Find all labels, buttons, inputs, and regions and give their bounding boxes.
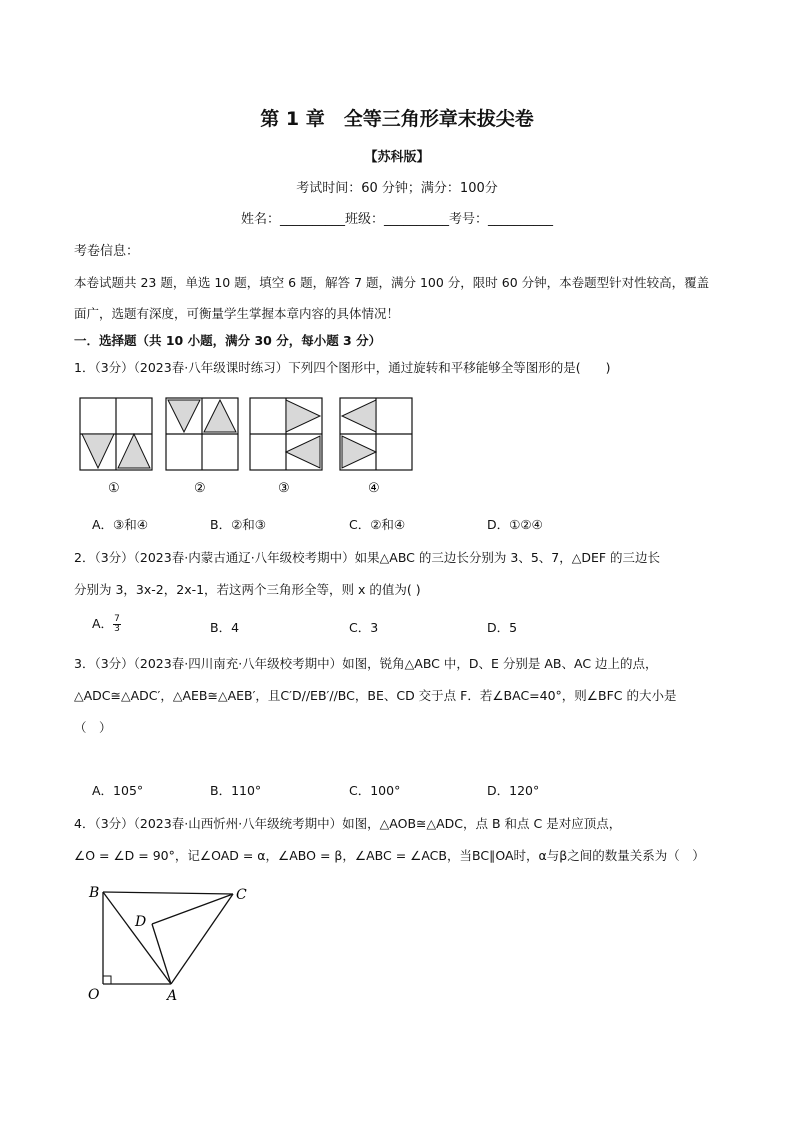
q4-stem-line-1: 4．（3分）（2023春·山西忻州·八年级统考期中）如图，△AOB≅△ADC，点 B 和点 C 是对应顶点， <box>74 816 622 831</box>
q2-option-a-prefix: A． <box>92 616 114 631</box>
q1-figure-label-1: ① <box>108 481 120 496</box>
page-title: 第 1 章 全等三角形章末拔尖卷 <box>260 108 534 130</box>
q1-option-c[interactable]: C．②和④ <box>349 517 406 532</box>
info-heading: 考卷信息： <box>74 244 140 259</box>
q4-label-o: O <box>88 987 100 1003</box>
exam-info: 考试时间：60 分钟；满分：100分 <box>296 181 498 196</box>
q3-stem-line-3: （ ） <box>74 720 112 735</box>
q3-option-b[interactable]: B．110° <box>210 783 262 798</box>
q2-option-a[interactable] <box>92 614 121 634</box>
q2-option-c[interactable]: C．3 <box>349 620 379 635</box>
q1-option-a[interactable]: A．③和④ <box>92 517 148 532</box>
info-line-1: 本卷试题共 23 题，单选 10 题，填空 6 题，解答 7 题，满分 100 分，限时 60 分钟，本卷题型针对性较高，覆盖 <box>74 275 710 290</box>
q1-figure-4 <box>340 398 412 496</box>
q1-figure-1 <box>80 398 152 496</box>
q3-option-d[interactable]: D．120° <box>487 783 540 798</box>
q4-stem-line-2: ∠O = ∠D = 90°，记∠OAD = α，∠ABO = β，∠ABC = ∠ACB，当BC∥OA时，α与β之间的数量关系为（ ） <box>74 848 705 863</box>
q3-stem-line-1: 3．（3分）（2023春·四川南充·八年级校考期中）如图，锐角△ABC 中，D、E 分别是 AB、AC 边上的点， <box>74 656 658 671</box>
q4-label-c: C <box>236 887 247 903</box>
q2-stem-line-1: 2．（3分）（2023春·内蒙古通辽·八年级校考期中）如果△ABC 的三边长分别为 3、5、7，△DEF 的三边长 <box>74 550 661 565</box>
q1-figure-label-2: ② <box>194 481 206 496</box>
q2-option-d[interactable]: D．5 <box>487 620 518 635</box>
q3-stem-line-2: △ADC≅△ADC′，△AEB≅△AEB′，且C′D//EB′//BC，BE、CD 交于点 F．若∠BAC=40°，则∠BFC 的大小是 <box>74 688 677 703</box>
q1-figures <box>78 396 418 500</box>
q4-label-a: A <box>167 988 178 1004</box>
q1-option-d[interactable]: D．①②④ <box>487 517 543 532</box>
q1-option-b[interactable]: B．②和③ <box>210 517 266 532</box>
q2-option-a-fraction <box>113 615 121 634</box>
q1-figure-label-4: ④ <box>368 481 380 496</box>
q1-figure-label-3: ③ <box>278 481 290 496</box>
q4-label-b: B <box>89 885 100 901</box>
q2-fraction-denominator: 3 <box>114 624 120 634</box>
edition-label: 【苏科版】 <box>364 150 430 165</box>
info-line-2: 面广，选题有深度，可衡量学生掌握本章内容的具体情况！ <box>74 306 400 321</box>
q2-fraction-numerator: 7 <box>114 614 120 624</box>
q3-option-c[interactable]: C．100° <box>349 783 401 798</box>
q2-option-b[interactable]: B．4 <box>210 620 240 635</box>
q1-figure-2 <box>166 398 238 496</box>
q2-stem-line-2: 分别为 3，3x-2，2x-1，若这两个三角形全等，则 x 的值为( ) <box>74 582 421 597</box>
q4-label-d: D <box>135 914 147 930</box>
section-heading: 一．选择题（共 10 小题，满分 30 分，每小题 3 分） <box>74 333 382 348</box>
q1-figure-3 <box>250 398 322 496</box>
q1-stem: 1．（3分）（2023春·八年级课时练习）下列四个图形中，通过旋转和平移能够全等图形的是( ) <box>74 360 611 375</box>
q3-option-a[interactable]: A．105° <box>92 783 144 798</box>
q4-figure <box>80 878 260 1006</box>
student-info-line: 姓名：__________班级：__________考号：__________ <box>240 212 553 227</box>
